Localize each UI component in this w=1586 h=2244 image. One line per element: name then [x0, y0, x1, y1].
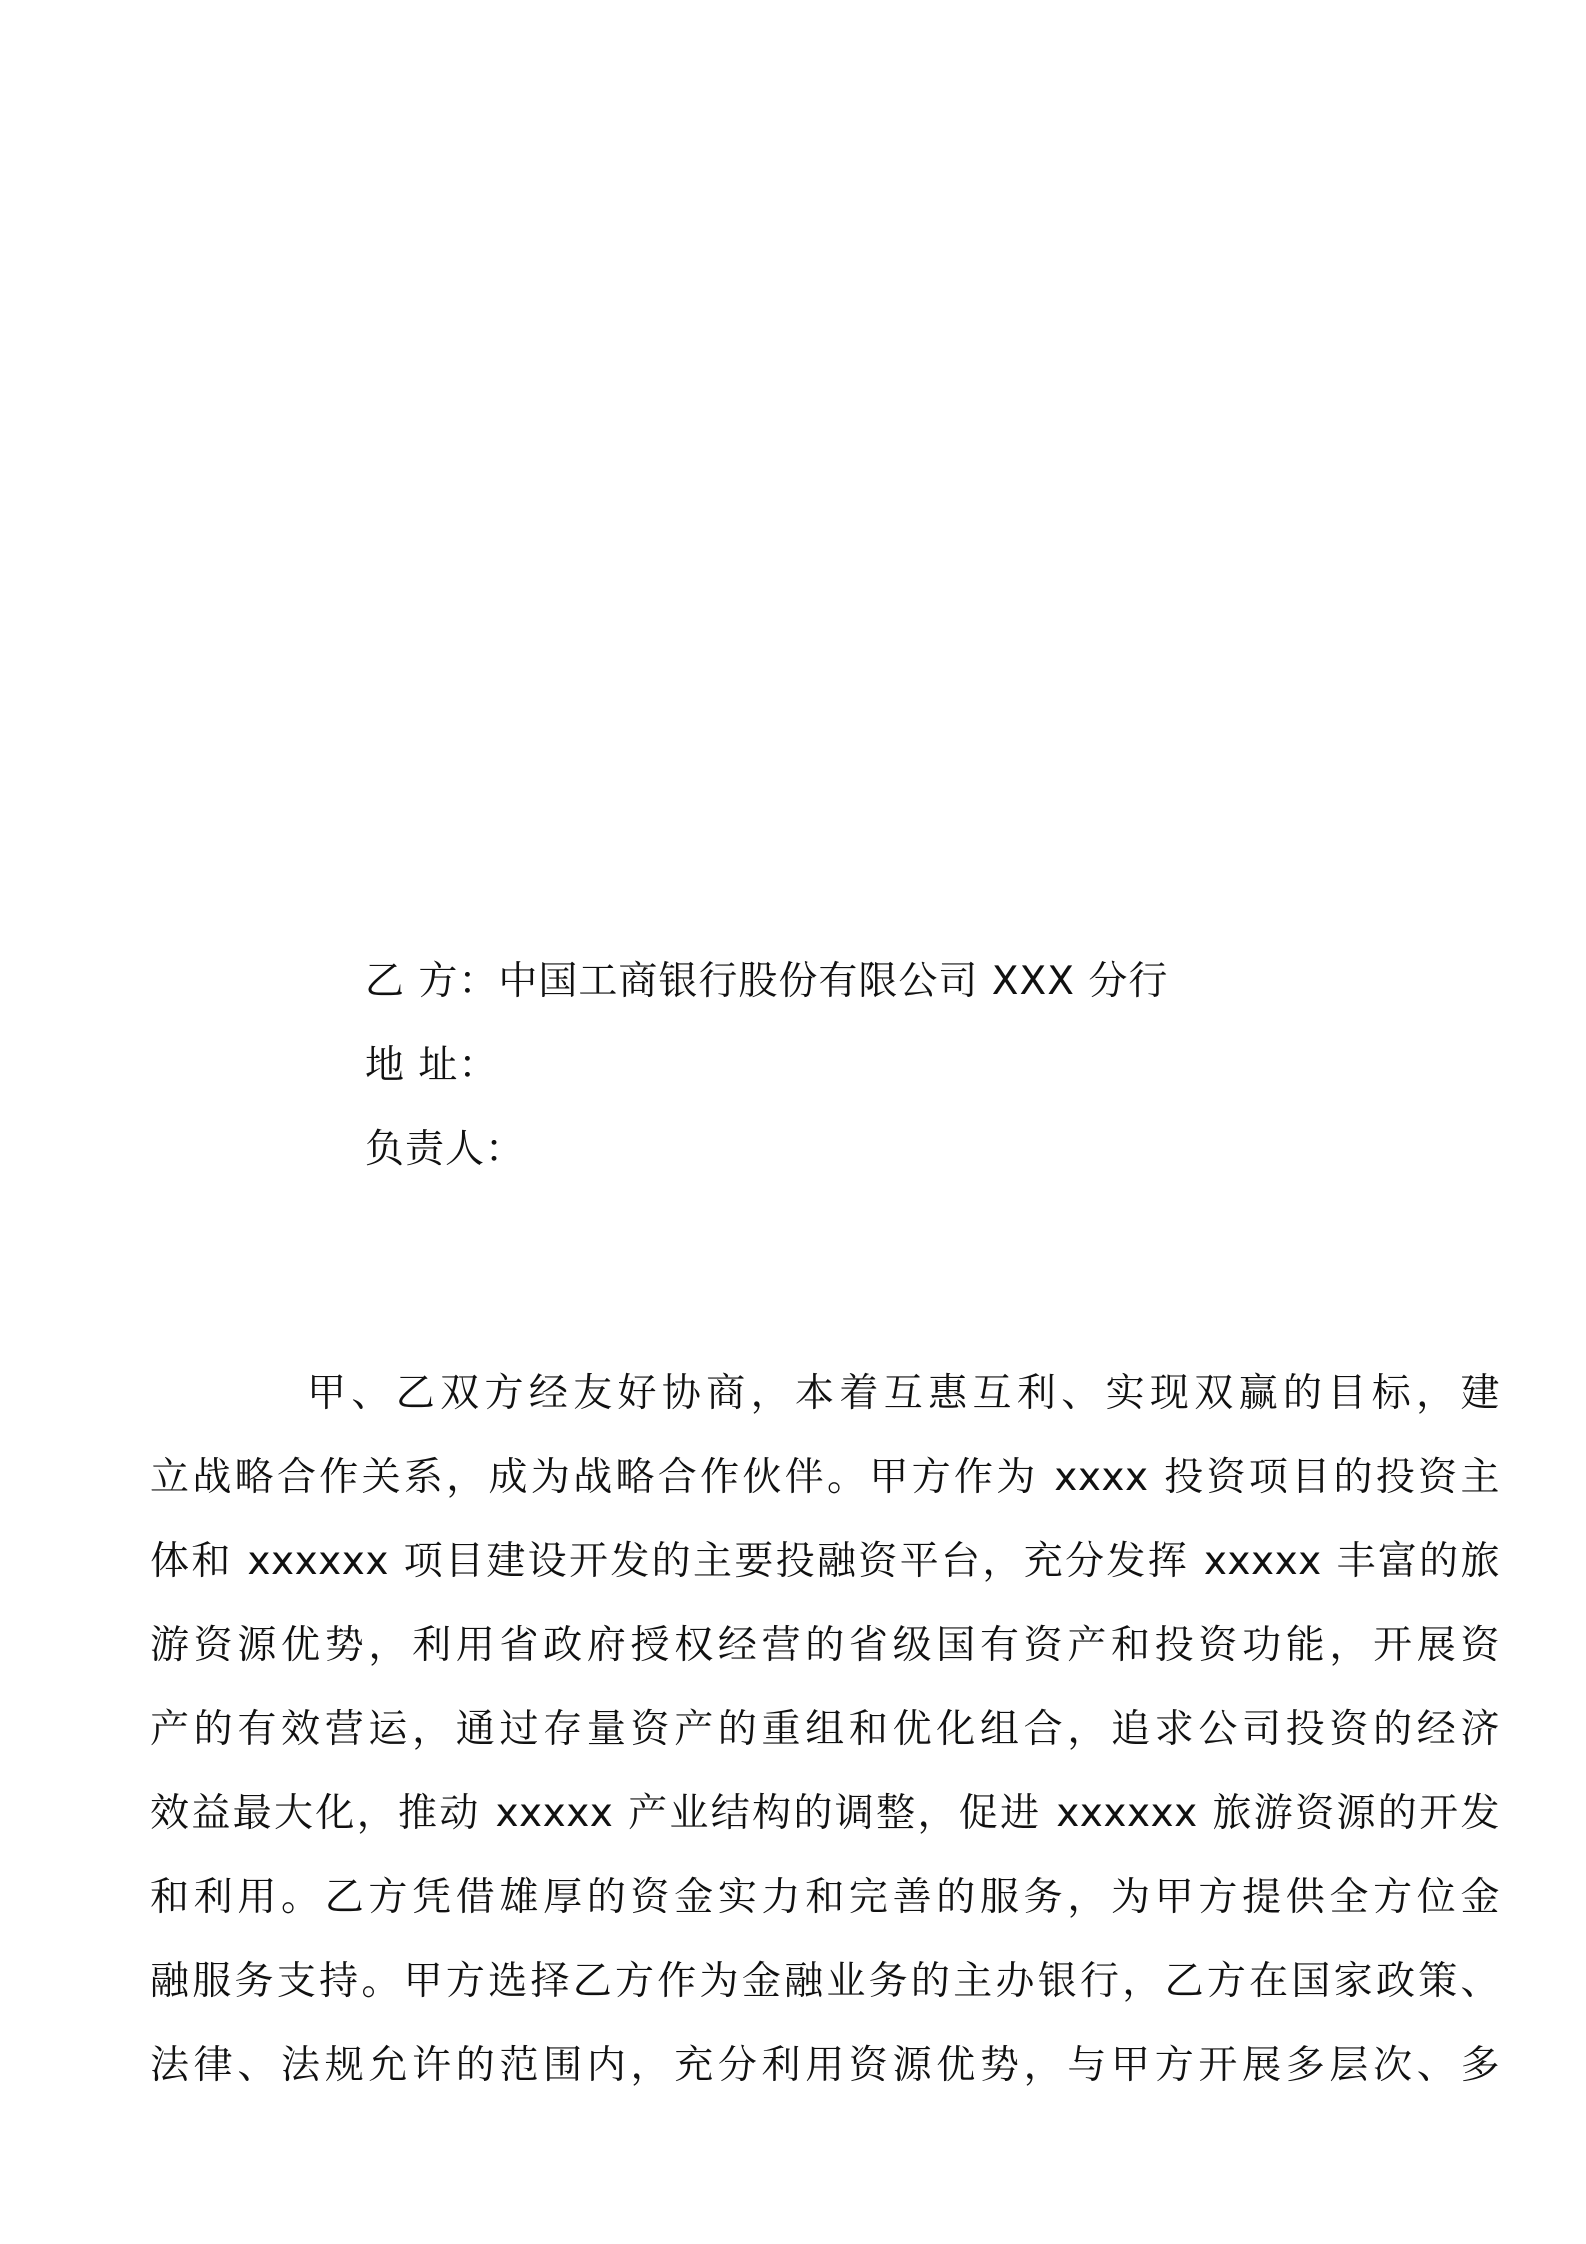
party-b-address-line: [365, 1024, 1365, 1108]
body-line: 甲、乙双方经友好协商，本着互惠互利、实现双赢的目标，建: [307, 1371, 1500, 1416]
agreement-body-paragraph: [150, 1352, 1500, 2108]
body-line: 立战略合作关系，成为战略合作伙伴。甲方作为 xxxx 投资项目的投资主: [150, 1455, 1500, 1500]
body-line: 产的有效营运，通过存量资产的重组和优化组合，追求公司投资的经济: [150, 1707, 1500, 1752]
party-b-person-label: 负责人：: [365, 1127, 526, 1172]
party-b-name-line: [365, 940, 1365, 1024]
body-line: 融服务支持。甲方选择乙方作为金融业务的主办银行，乙方在国家政策、: [150, 1959, 1500, 2004]
party-b-name-label: 乙 方：: [365, 959, 499, 1004]
body-line: 效益最大化，推动 xxxxx 产业结构的调整，促进 xxxxxx 旅游资源的开发: [150, 1791, 1500, 1836]
body-line: 和利用。乙方凭借雄厚的资金实力和完善的服务，为甲方提供全方位金: [150, 1875, 1500, 1920]
party-b-info: [365, 940, 1365, 1192]
party-b-address-label: 地 址：: [365, 1043, 499, 1088]
body-line: 法律、法规允许的范围内，充分利用资源优势，与甲方开展多层次、多: [150, 2043, 1500, 2088]
party-b-person-line: [365, 1108, 1365, 1192]
party-b-name-value: 中国工商银行股份有限公司 XXX 分行: [498, 959, 1169, 1004]
body-line: 游资源优势，利用省政府授权经营的省级国有资产和投资功能，开展资: [150, 1623, 1500, 1668]
body-line: 体和 xxxxxx 项目建设开发的主要投融资平台，充分发挥 xxxxx 丰富的旅: [150, 1539, 1500, 1584]
